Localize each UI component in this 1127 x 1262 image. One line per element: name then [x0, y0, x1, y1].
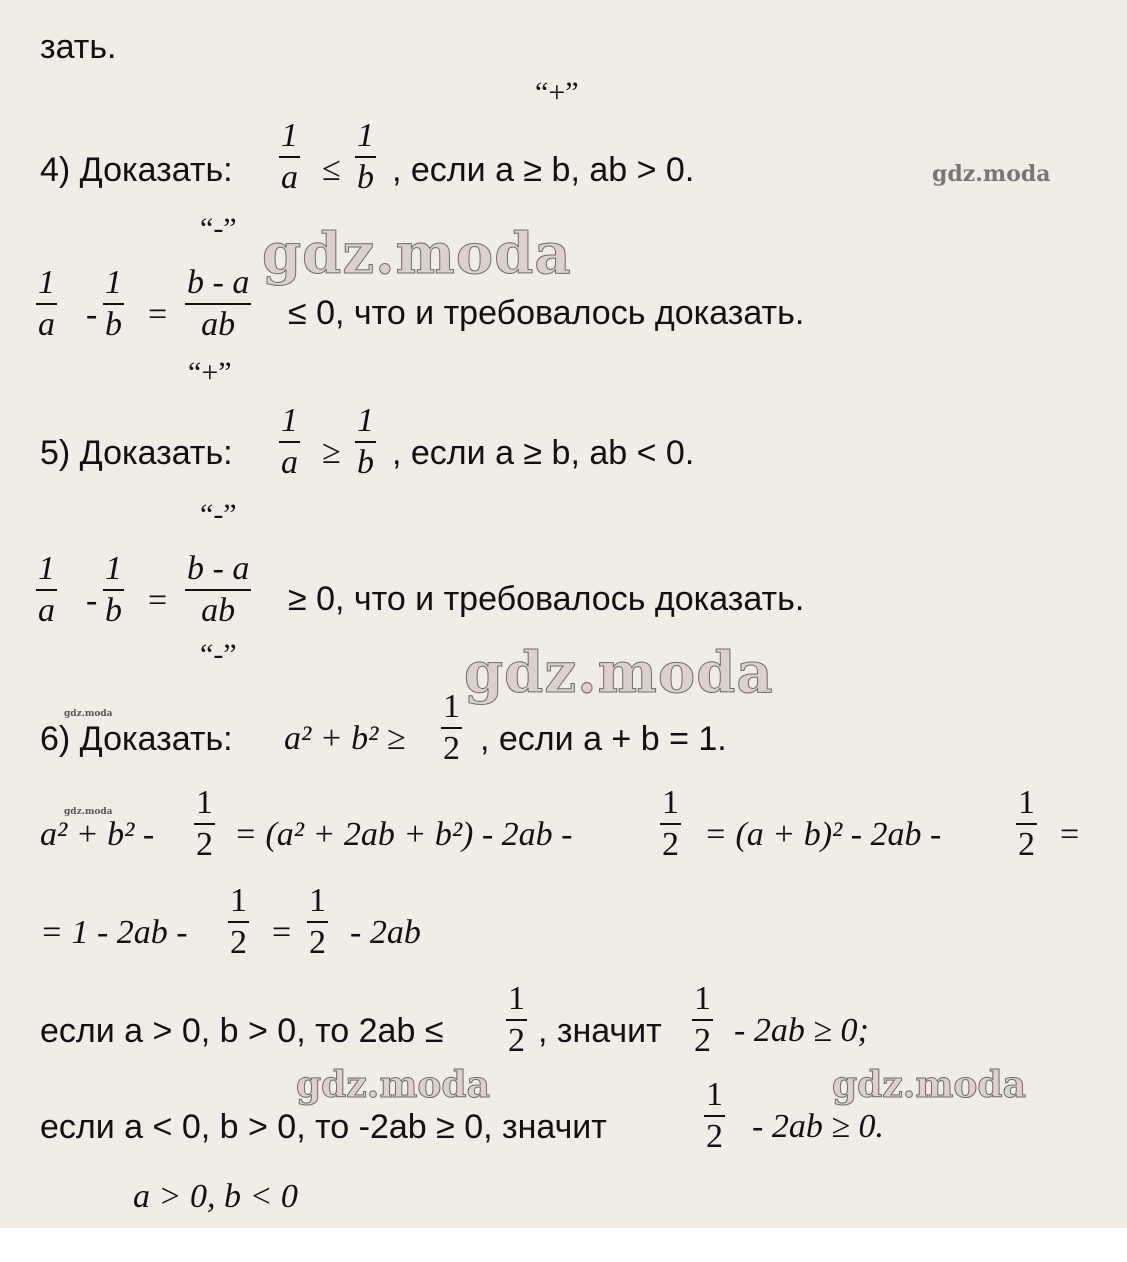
numerator: b - a	[187, 264, 250, 301]
denominator: b	[357, 444, 374, 481]
denominator: 2	[508, 1022, 525, 1059]
half-fraction	[692, 982, 713, 1058]
half-fraction	[506, 982, 527, 1058]
denominator: a	[38, 592, 55, 629]
item6-line3-part3: - 2ab ≥ 0;	[734, 1012, 869, 1049]
numerator: 1	[230, 882, 247, 919]
equals-sign: =	[272, 914, 292, 951]
denominator: a	[38, 306, 55, 343]
item5-condition: , если a ≥ b, ab < 0.	[392, 434, 695, 472]
watermark-logo: gdz.moda	[832, 1064, 1026, 1106]
top-line: зать.	[40, 28, 117, 66]
item4-condition: , если a ≥ b, ab > 0.	[392, 151, 695, 189]
half-fraction	[441, 690, 462, 766]
numerator: 1	[662, 784, 679, 821]
item6-line1-part3: = (a + b)² - 2ab -	[704, 816, 942, 853]
denominator: 2	[443, 730, 460, 767]
item4-proof-tail: ≤ 0, что и требовалось доказать.	[288, 294, 805, 332]
sign-plus: “+”	[188, 356, 232, 389]
sign-plus: “+”	[535, 76, 579, 109]
item5-label: 5) Доказать:	[40, 434, 233, 472]
item4-relation: ≤	[322, 151, 341, 188]
numerator: 1	[1018, 784, 1035, 821]
item4-label: 4) Доказать:	[40, 151, 233, 189]
item6-line2-part1: = 1 - 2ab -	[40, 914, 188, 951]
item6-line5: a > 0, b < 0	[133, 1178, 298, 1215]
half-fraction	[660, 786, 681, 862]
sign-minus: “-”	[200, 212, 237, 245]
numerator: 1	[281, 117, 298, 154]
item4-proof-fraction-3	[185, 266, 251, 342]
watermark-logo: gdz.moda	[932, 161, 1051, 187]
item6-statement: a² + b² ≥	[284, 720, 406, 757]
numerator: 1	[196, 784, 213, 821]
item5-proof-tail: ≥ 0, что и требовалось доказать.	[288, 580, 805, 618]
item5-proof-fraction-2	[103, 552, 124, 628]
denominator: 2	[662, 826, 679, 863]
numerator: 1	[105, 264, 122, 301]
equals-sign: =	[148, 296, 168, 333]
denominator: 2	[706, 1118, 723, 1155]
half-fraction	[1016, 786, 1037, 862]
numerator: 1	[281, 402, 298, 439]
item6-condition: , если a + b = 1.	[480, 720, 727, 758]
denominator: ab	[201, 592, 236, 629]
sign-minus: “-”	[200, 638, 237, 671]
item4-rhs-fraction	[355, 119, 376, 195]
item5-relation: ≥	[322, 434, 341, 471]
item6-line3-part1: если a > 0, b > 0, то 2ab ≤	[40, 1012, 444, 1050]
equals-sign: =	[1060, 816, 1080, 853]
numerator: b - a	[187, 550, 250, 587]
item6-label: 6) Доказать:	[40, 720, 233, 758]
watermark-logo: gdz.moda	[262, 221, 572, 287]
denominator: 2	[694, 1022, 711, 1059]
numerator: 1	[508, 980, 525, 1017]
numerator: 1	[357, 402, 374, 439]
item5-lhs-fraction	[279, 404, 300, 480]
numerator: 1	[38, 550, 55, 587]
half-fraction	[704, 1078, 725, 1154]
item6-line4-part1: если a < 0, b > 0, то -2ab ≥ 0, значит	[40, 1108, 607, 1146]
half-fraction	[194, 786, 215, 862]
numerator: 1	[443, 688, 460, 725]
equals-sign: =	[148, 582, 168, 619]
item5-proof-fraction-1	[36, 552, 57, 628]
item5-rhs-fraction	[355, 404, 376, 480]
denominator: ab	[201, 306, 236, 343]
item4-lhs-fraction	[279, 119, 300, 195]
numerator: 1	[309, 882, 326, 919]
denominator: a	[281, 159, 298, 196]
item6-line1-part1: a² + b² -	[40, 816, 155, 853]
item6-line2-part3: - 2ab	[350, 914, 421, 951]
item4-proof-fraction-1	[36, 266, 57, 342]
denominator: b	[357, 159, 374, 196]
item4-proof-fraction-2	[103, 266, 124, 342]
sign-minus: “-”	[200, 498, 237, 531]
item5-proof-fraction-3	[185, 552, 251, 628]
numerator: 1	[706, 1076, 723, 1113]
denominator: 2	[1018, 826, 1035, 863]
item6-line1-part2: = (a² + 2ab + b²) - 2ab -	[234, 816, 573, 853]
watermark-logo: gdz.moda	[464, 640, 774, 706]
minus-sign: -	[86, 296, 98, 333]
watermark-logo: gdz.moda	[64, 709, 113, 719]
denominator: 2	[309, 924, 326, 961]
denominator: b	[105, 306, 122, 343]
denominator: 2	[230, 924, 247, 961]
numerator: 1	[105, 550, 122, 587]
denominator: 2	[196, 826, 213, 863]
numerator: 1	[694, 980, 711, 1017]
numerator: 1	[357, 117, 374, 154]
denominator: a	[281, 444, 298, 481]
minus-sign: -	[86, 582, 98, 619]
numerator: 1	[38, 264, 55, 301]
watermark-logo: gdz.moda	[64, 807, 113, 817]
item6-line4-part2: - 2ab ≥ 0.	[752, 1108, 884, 1145]
item6-line3-part2: , значит	[538, 1012, 662, 1050]
half-fraction	[307, 884, 328, 960]
half-fraction	[228, 884, 249, 960]
denominator: b	[105, 592, 122, 629]
watermark-logo: gdz.moda	[296, 1064, 490, 1106]
